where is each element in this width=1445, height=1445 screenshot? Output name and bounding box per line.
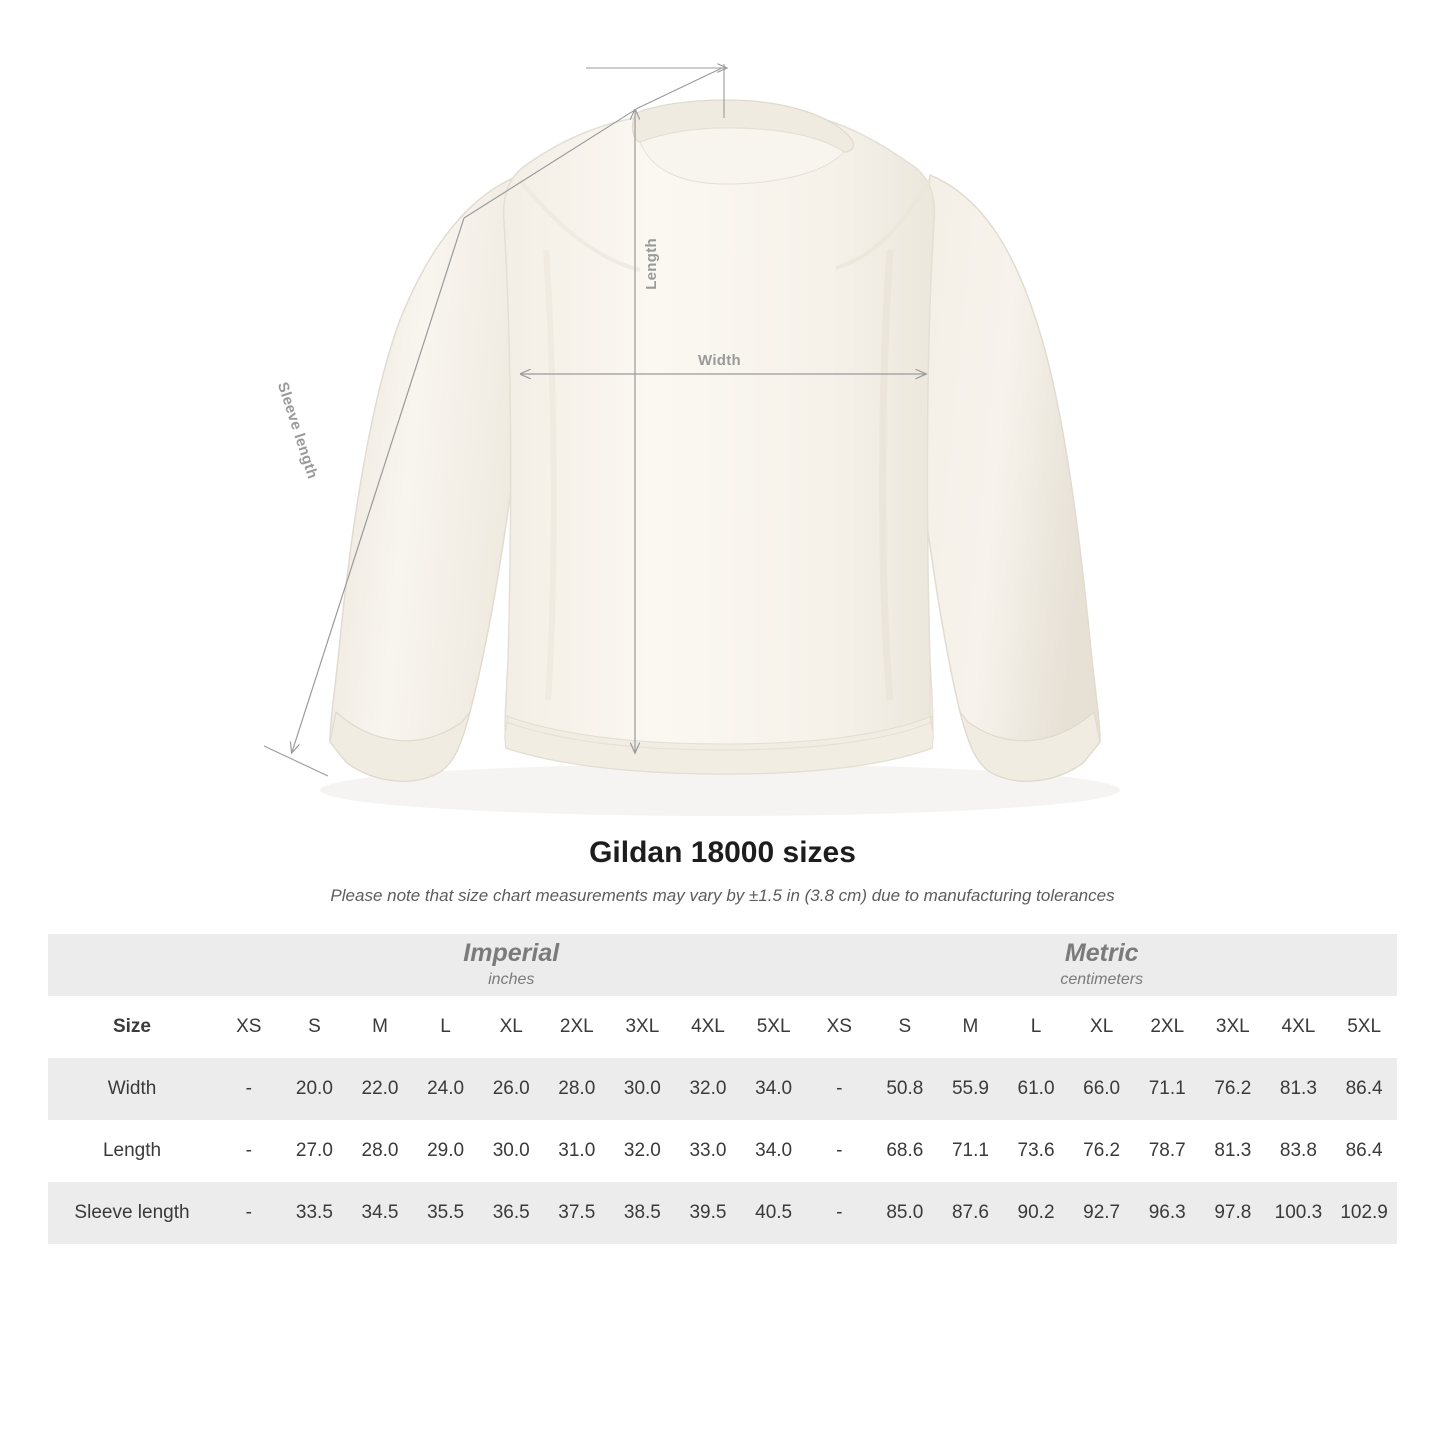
- header-imp-xl: XL: [478, 996, 544, 1058]
- unit-subtitle-metric: centimeters: [1060, 971, 1144, 989]
- row-label-sleeve-length: Sleeve length: [48, 1182, 216, 1244]
- title-block: [0, 836, 1445, 906]
- cell: -: [216, 1120, 282, 1182]
- row-label-length: Length: [48, 1120, 216, 1182]
- cell: -: [216, 1182, 282, 1244]
- cell: 100.3: [1266, 1182, 1332, 1244]
- page-title: Gildan 18000 sizes: [589, 836, 856, 869]
- unit-header-metric: [806, 934, 1397, 996]
- cell: 71.1: [938, 1120, 1004, 1182]
- row-label-width: Width: [48, 1058, 216, 1120]
- cell: -: [806, 1182, 872, 1244]
- cell: 40.5: [741, 1182, 807, 1244]
- header-imp-s: S: [282, 996, 348, 1058]
- header-imp-3xl: 3XL: [610, 996, 676, 1058]
- cell: 66.0: [1069, 1058, 1135, 1120]
- cell: 90.2: [1003, 1182, 1069, 1244]
- table-header-row: [48, 996, 1397, 1058]
- cell: 68.6: [872, 1120, 938, 1182]
- label-width: Width: [698, 352, 742, 369]
- label-length: Length: [643, 238, 660, 290]
- table-row: [48, 1182, 1397, 1244]
- cell: 61.0: [1003, 1058, 1069, 1120]
- cell: 86.4: [1331, 1120, 1397, 1182]
- cell: 20.0: [282, 1058, 348, 1120]
- cell: 81.3: [1266, 1058, 1332, 1120]
- cell: 32.0: [675, 1058, 741, 1120]
- cell: 83.8: [1266, 1120, 1332, 1182]
- header-met-4xl: 4XL: [1266, 996, 1332, 1058]
- cell: 85.0: [872, 1182, 938, 1244]
- unit-header-spacer: [48, 934, 216, 996]
- cell: 78.7: [1134, 1120, 1200, 1182]
- header-met-m: M: [938, 996, 1004, 1058]
- cell: 73.6: [1003, 1120, 1069, 1182]
- header-imp-m: M: [347, 996, 413, 1058]
- cell: 30.0: [610, 1058, 676, 1120]
- cell: 22.0: [347, 1058, 413, 1120]
- cell: 87.6: [938, 1182, 1004, 1244]
- cell: 76.2: [1200, 1058, 1266, 1120]
- cell: 38.5: [610, 1182, 676, 1244]
- header-met-xs: XS: [806, 996, 872, 1058]
- cell: -: [216, 1058, 282, 1120]
- cell: 86.4: [1331, 1058, 1397, 1120]
- cell: 92.7: [1069, 1182, 1135, 1244]
- unit-subtitle-imperial: inches: [488, 971, 535, 989]
- size-table-wrap: [48, 934, 1397, 1244]
- cell: 36.5: [478, 1182, 544, 1244]
- cell: 34.5: [347, 1182, 413, 1244]
- cell: 34.0: [741, 1120, 807, 1182]
- cell: 28.0: [544, 1058, 610, 1120]
- unit-title-imperial: Imperial: [463, 939, 560, 968]
- header-imp-5xl: 5XL: [741, 996, 807, 1058]
- cell: 33.5: [282, 1182, 348, 1244]
- cell: 39.5: [675, 1182, 741, 1244]
- cell: -: [806, 1120, 872, 1182]
- cell: 50.8: [872, 1058, 938, 1120]
- label-sleeve-length: Sleeve length: [273, 380, 322, 481]
- header-size: Size: [48, 996, 216, 1058]
- table-row: [48, 1058, 1397, 1120]
- cell: 30.0: [478, 1120, 544, 1182]
- cell: 55.9: [938, 1058, 1004, 1120]
- header-imp-l: L: [413, 996, 479, 1058]
- cell: 34.0: [741, 1058, 807, 1120]
- cell: 27.0: [282, 1120, 348, 1182]
- header-met-xl: XL: [1069, 996, 1135, 1058]
- cell: 76.2: [1069, 1120, 1135, 1182]
- unit-title-metric: Metric: [1064, 939, 1139, 968]
- header-met-s: S: [872, 996, 938, 1058]
- cell: 29.0: [413, 1120, 479, 1182]
- cell: 31.0: [544, 1120, 610, 1182]
- cell: 35.5: [413, 1182, 479, 1244]
- cell: 96.3: [1134, 1182, 1200, 1244]
- cell: 33.0: [675, 1120, 741, 1182]
- size-table: [48, 934, 1397, 1244]
- cell: 102.9: [1331, 1182, 1397, 1244]
- cell: 71.1: [1134, 1058, 1200, 1120]
- cell: -: [806, 1058, 872, 1120]
- unit-header-row: [48, 934, 1397, 996]
- cell: 97.8: [1200, 1182, 1266, 1244]
- unit-header-imperial: [216, 934, 806, 996]
- cell: 26.0: [478, 1058, 544, 1120]
- cell: 32.0: [610, 1120, 676, 1182]
- cell: 37.5: [544, 1182, 610, 1244]
- header-met-5xl: 5XL: [1331, 996, 1397, 1058]
- tolerance-note: Please note that size chart measurements may vary by ±1.5 in (3.8 cm) due to manufacturing tolerances: [330, 886, 1115, 905]
- header-imp-2xl: 2XL: [544, 996, 610, 1058]
- cell: 28.0: [347, 1120, 413, 1182]
- header-met-3xl: 3XL: [1200, 996, 1266, 1058]
- header-met-2xl: 2XL: [1134, 996, 1200, 1058]
- cell: 24.0: [413, 1058, 479, 1120]
- cell: 81.3: [1200, 1120, 1266, 1182]
- header-met-l: L: [1003, 996, 1069, 1058]
- header-imp-xs: XS: [216, 996, 282, 1058]
- table-row: [48, 1120, 1397, 1182]
- header-imp-4xl: 4XL: [675, 996, 741, 1058]
